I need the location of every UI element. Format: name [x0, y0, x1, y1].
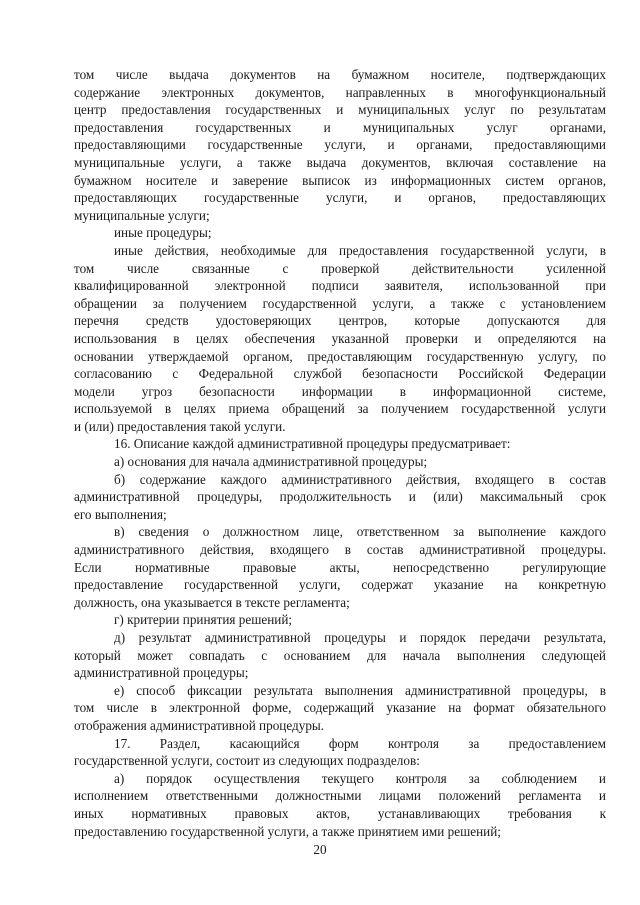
text-line: должность, она указывается в тексте регламента;: [74, 594, 350, 610]
text-line: 17. Раздел, касающийся форм контроля за предоставлением: [114, 735, 606, 751]
text-line: основании утверждаемой органом, предоставляющим государственную услугу, по: [74, 348, 606, 364]
text-line: его выполнения;: [74, 506, 167, 522]
text-line: иные действия, необходимые для предоставления государственной услуги, в: [114, 242, 606, 258]
text-line: а) основания для начала административной процедуры;: [114, 454, 428, 470]
text-line: бумажном носителе и заверение выписок из информационных систем органов,: [74, 172, 606, 188]
text-line: предоставление государственной услуги, содержат указание на конкретную: [74, 577, 606, 593]
text-line: и (или) предоставления такой услуги.: [74, 418, 286, 434]
text-line: муниципальные услуги, а также выдача документов, включая составление на: [74, 154, 606, 170]
text-line: согласованию с Федеральной службой безопасности Российской Федерации: [74, 366, 606, 382]
text-line: содержание электронных документов, направленных в многофункциональный: [74, 84, 606, 100]
text-line: том числе связанные с проверкой действительности усиленной: [74, 260, 606, 276]
text-line: который может совпадать с основанием для начала выполнения следующей: [74, 647, 606, 663]
text-line: е) способ фиксации результата выполнения административной процедуры, в: [114, 682, 606, 698]
text-line: исполнением ответственными должностными лицами положений регламента и: [74, 788, 606, 804]
text-line: д) результат административной процедуры и порядок передачи результата,: [114, 630, 606, 645]
text-line: том числе в электронной форме, содержащий указание на формат обязательного: [74, 700, 606, 716]
text-line: административной процедуры, продолжительность и (или) максимальный срок: [74, 489, 606, 505]
text-line: иных нормативных правовых актов, устанавливающих требования к: [74, 805, 606, 821]
text-line: в) сведения о должностном лице, ответственном за выполнение каждого: [114, 524, 606, 540]
text-line: предоставлению государственной услуги, а также принятием ими решений;: [74, 823, 501, 839]
text-line: административного действия, входящего в состав административной процедуры.: [74, 542, 606, 558]
page-number: 20: [313, 842, 327, 857]
text-line: используемой в целях приема обращений за получением государственной услуги: [74, 401, 606, 417]
text-line: перечня средств удостоверяющих центров, которые допускаются для: [74, 313, 606, 329]
text-line: государственной услуги, состоит из следующих подразделов:: [74, 753, 420, 769]
body-text: [74, 66, 606, 840]
text-line: административной процедуры;: [74, 665, 249, 681]
text-line: модели угроз безопасности информации в информационной системе,: [74, 383, 606, 399]
text-line: отображения административной процедуры.: [74, 717, 325, 733]
text-line: 16. Описание каждой административной процедуры предусматривает:: [114, 436, 511, 452]
text-line: г) критерии принятия решений;: [114, 612, 293, 628]
text-line: муниципальные услуги;: [74, 207, 210, 223]
text-line: центр предоставления государственных и муниципальных услуг по результатам: [74, 102, 606, 118]
text-line: иные процедуры;: [114, 225, 212, 241]
text-line: том числе выдача документов на бумажном носителе, подтверждающих: [74, 67, 606, 82]
text-line: Если нормативные правовые акты, непосредственно регулирующие: [74, 559, 606, 575]
text-line: предоставляющими государственные услуги, и органами, предоставляющими: [74, 137, 606, 153]
text-line: обращении за получением государственной услуги, а также с установлением: [74, 295, 606, 311]
text-line: использования в целях обеспечения указанной проверки и определяются на: [74, 330, 606, 346]
text-line: б) содержание каждого административного действия, входящего в состав: [114, 471, 606, 487]
text-line: предоставления государственных и муниципальных услуг органами,: [74, 119, 606, 135]
text-line: предоставляющих государственные услуги, и органов, предоставляющих: [74, 190, 606, 206]
text-line: а) порядок осуществления текущего контроля за соблюдением и: [114, 770, 606, 786]
text-line: квалифицированной электронной подписи заявителя, использованной при: [74, 278, 606, 294]
